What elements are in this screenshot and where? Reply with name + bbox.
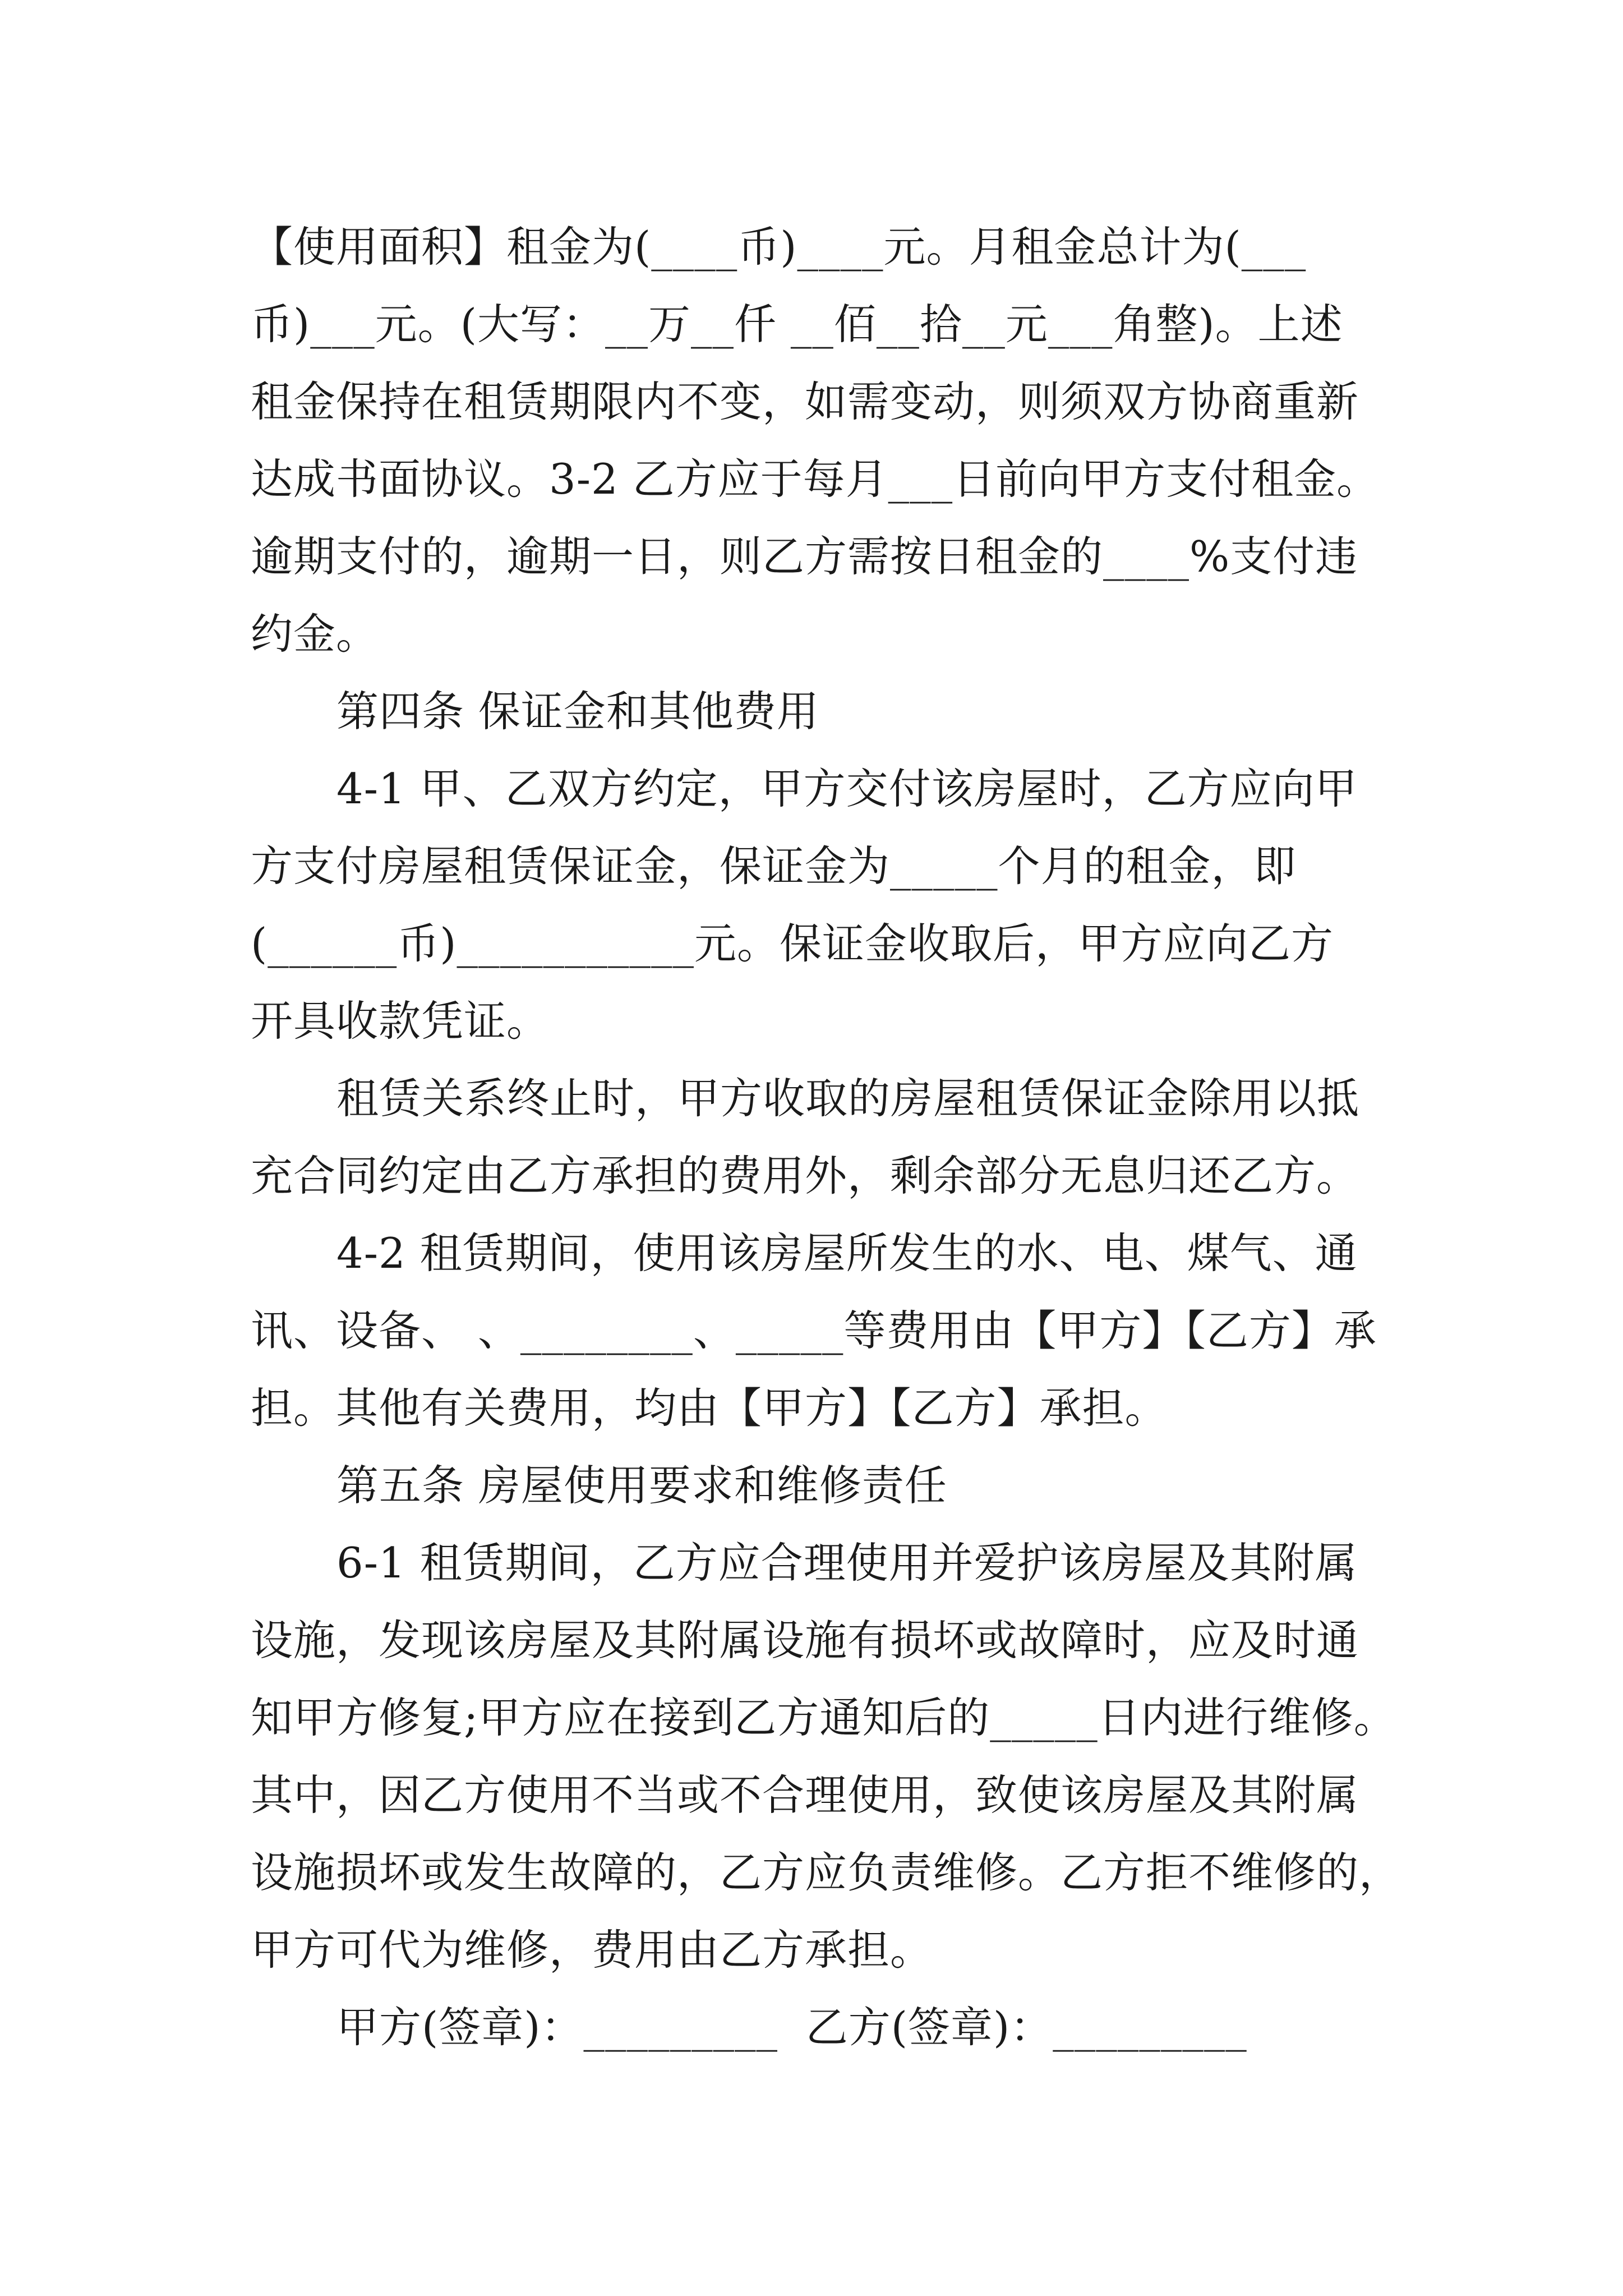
text-line: 讯、设备、 、________、_____等费用由【甲方】【乙方】承 [251,1306,1377,1355]
text-line: 租金保持在租赁期限内不变，如需变动，则须双方协商重新 [251,377,1359,426]
signature-line: 甲方(签章)：_________ 乙方(签章)：_________ [336,2003,1247,2052]
text-line: 4-1 甲、乙双方约定，甲方交付该房屋时，乙方应向甲 [336,764,1358,813]
text-line: 其中，因乙方使用不当或不合理使用，致使该房屋及其附属 [251,1770,1359,1820]
text-line: 约金。 [251,609,379,659]
text-line: 租赁关系终止时，甲方收取的房屋租赁保证金除用以抵 [336,1074,1360,1123]
text-line: 设施损坏或发生故障的，乙方应负责维修。乙方拒不维修的， [251,1848,1402,1897]
text-line: 方支付房屋租赁保证金，保证金为_____个月的租金，即 [251,841,1297,891]
text-line: 甲方可代为维修，费用由乙方承担。 [251,1925,933,1975]
text-line: 【使用面积】租金为(____币)____元。月租金总计为(___ [251,222,1307,272]
text-line: 4-2 租赁期间，使用该房屋所发生的水、电、煤气、通 [336,1228,1358,1278]
text-line: 知甲方修复;甲方应在接到乙方通知后的_____日内进行维修。 [251,1693,1396,1742]
text-line: (______币)___________元。保证金收取后，甲方应向乙方 [251,919,1334,968]
text-line: 逾期支付的，逾期一日，则乙方需按日租金的____%支付违 [251,532,1358,581]
text-line: 设施，发现该房屋及其附属设施有损坏或故障时，应及时通 [251,1616,1359,1665]
section-heading: 第四条 保证金和其他费用 [336,687,819,736]
text-line: 充合同约定由乙方承担的费用外，剩余部分无息归还乙方。 [251,1151,1359,1200]
section-heading: 第五条 房屋使用要求和维修责任 [336,1461,947,1510]
text-line: 开具收款凭证。 [251,996,550,1046]
text-line: 6-1 租赁期间，乙方应合理使用并爱护该房屋及其附属 [336,1538,1358,1588]
text-line: 达成书面协议。3-2 乙方应于每月___日前向甲方支付租金。 [251,454,1380,504]
text-line: 币)___元。(大写：__万__仟 __佰__拾__元___角整)。上述 [251,300,1343,349]
text-line: 担。其他有关费用，均由【甲方】【乙方】承担。 [251,1383,1168,1433]
